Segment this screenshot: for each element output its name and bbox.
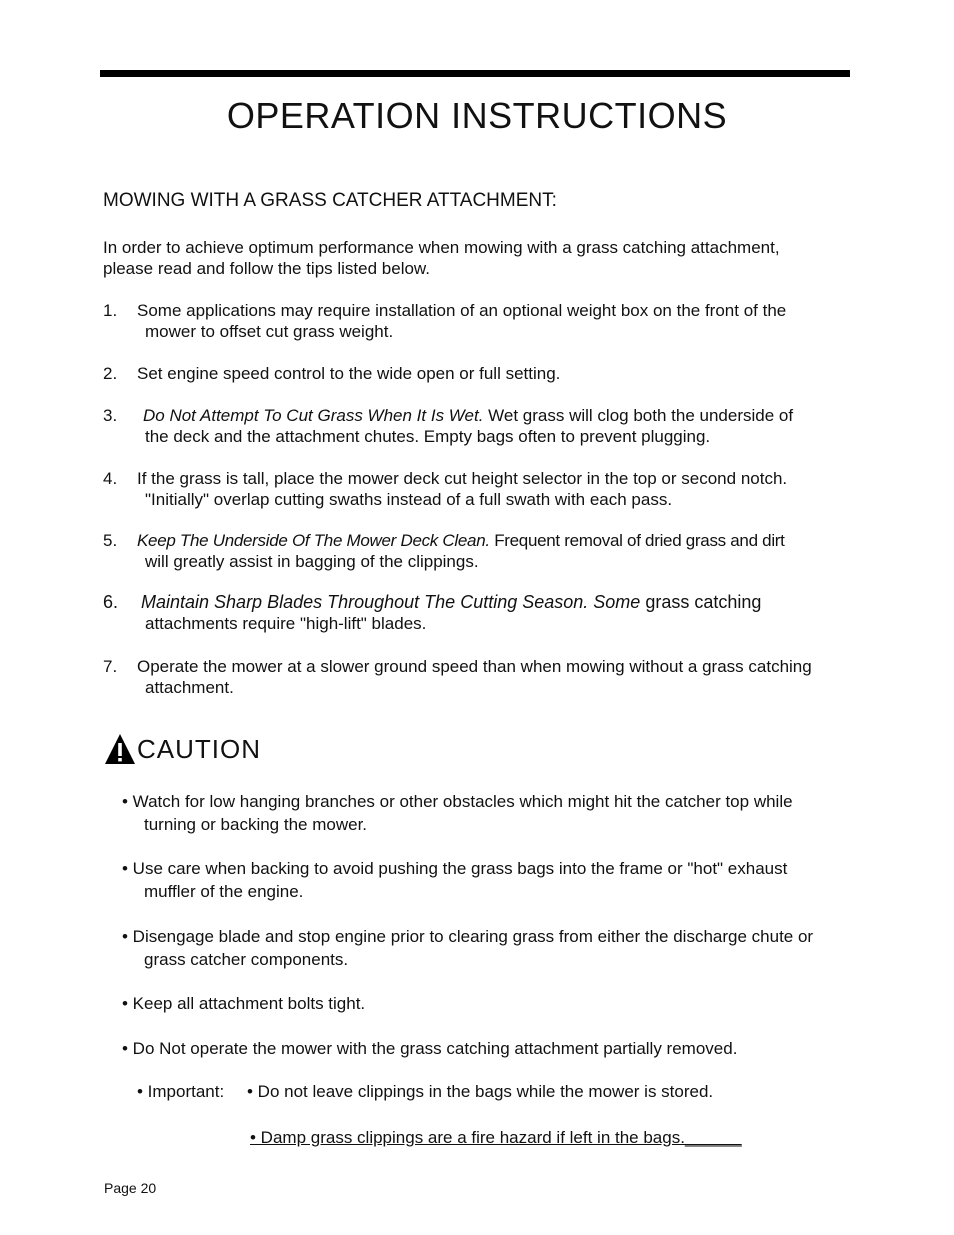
bullet-text: turning or backing the mower. [144,815,368,834]
item-number: 1. [103,301,118,320]
page-number: Page 20 [104,1180,157,1196]
item-emphasis: Maintain Sharp Blades Throughout The Cutting Season. Some [141,592,641,612]
item-text: attachment. [145,678,234,697]
important-note [137,1082,713,1102]
item-number: 5. [103,531,118,550]
item-text-rest: Wet grass will clog both the underside of [483,406,794,425]
bullet-text: • Do Not operate the mower with the grass catching attachment partially removed. [122,1039,738,1058]
item-text: "Initially" overlap cutting swaths instead of a full swath with each pass. [145,490,673,509]
item-number: 3. [103,406,118,425]
item-text: the deck and the attachment chutes. Empty bags often to prevent plugging. [145,427,711,446]
item-text-rest: Frequent removal of dried grass and dirt [489,531,785,550]
caution-label: CAUTION [137,733,261,764]
bullet-text: muffler of the engine. [144,882,304,901]
important-label: • Important: [137,1082,225,1101]
warning-triangle-icon [104,733,136,765]
caution-bullet [122,857,787,903]
fire-hazard-note: • Damp grass clippings are a fire hazard if left in the bags.______ [250,1128,742,1147]
important-text: • Do not leave clippings in the bags while the mower is stored. [247,1082,714,1101]
item-number: 6. [103,592,119,612]
caution-bullet [122,790,793,836]
page-title: OPERATION INSTRUCTIONS [226,95,728,136]
intro-line: please read and follow the tips listed below. [103,259,430,278]
item-text [137,530,785,551]
item-text: Set engine speed control to the wide open or full setting. [137,364,561,383]
item-emphasis: Keep The Underside Of The Mower Deck Clean. [137,531,490,550]
item-text: If the grass is tall, place the mower deck cut height selector in the top or second notch. [137,469,788,488]
item-text [143,405,793,426]
item-text: Operate the mower at a slower ground speed than when mowing without a grass catching [137,657,812,676]
item-text: mower to offset cut grass weight. [145,322,394,341]
bullet-text: • Keep all attachment bolts tight. [122,994,366,1013]
caution-header [104,732,261,766]
item-number: 4. [103,469,118,488]
caution-bullet [122,992,365,1015]
item-text: will greatly assist in bagging of the clippings. [145,552,479,571]
item-text: attachments require "high-lift" blades. [145,614,427,633]
intro-paragraph [103,237,843,279]
header-rule [100,70,850,77]
item-text [141,592,761,613]
caution-bullet [122,1037,737,1060]
bullet-text: • Watch for low hanging branches or other obstacles which might hit the catcher top while [122,792,793,811]
caution-bullet [122,925,813,971]
item-text: Some applications may require installation of an optional weight box on the front of the [137,301,787,320]
item-number: 2. [103,364,118,383]
item-emphasis: Do Not Attempt To Cut Grass When It Is Wet. [143,406,484,425]
bullet-text: • Disengage blade and stop engine prior to clearing grass from either the discharge chute or [122,927,814,946]
bullet-text: grass catcher components. [144,950,349,969]
bullet-text: • Use care when backing to avoid pushing the grass bags into the frame or "hot" exhaust [122,859,788,878]
intro-line: In order to achieve optimum performance when mowing with a grass catching attachment, [103,238,780,257]
item-text-rest: grass catching [640,592,762,612]
section-heading: MOWING WITH A GRASS CATCHER ATTACHMENT: [103,190,557,211]
item-number: 7. [103,657,118,676]
